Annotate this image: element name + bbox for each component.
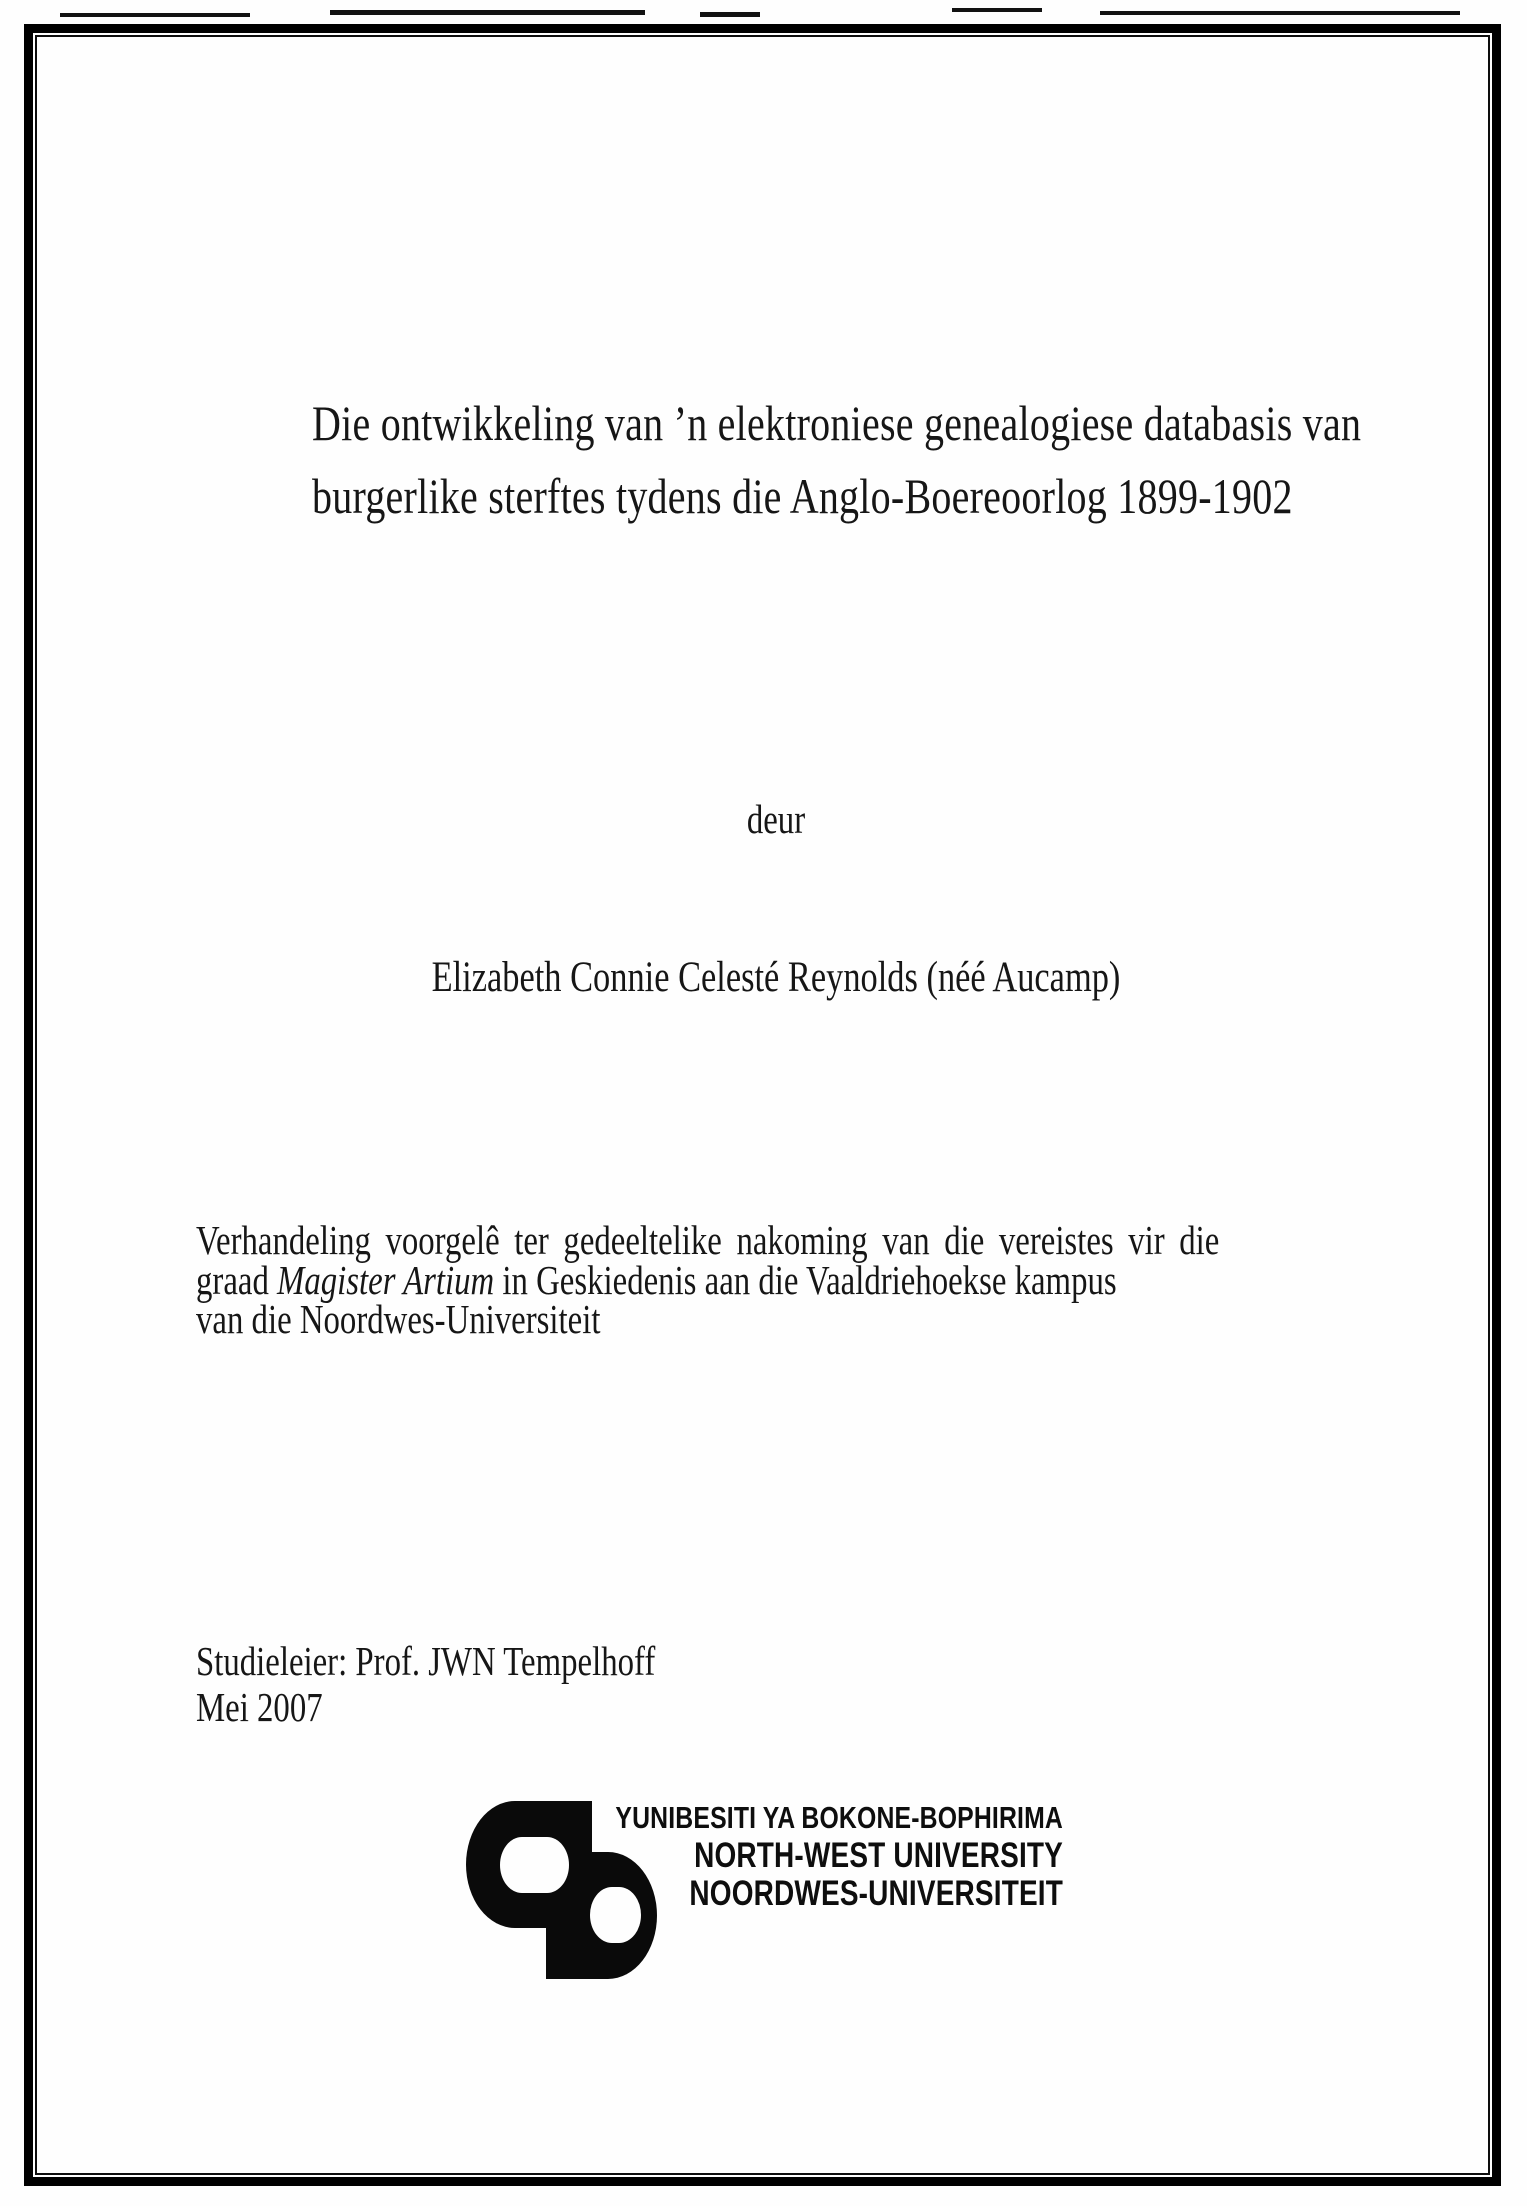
university-name-english: NORTH-WEST UNIVERSITY [694, 1836, 1063, 1875]
degree-statement-line-3: van die Noordwes-Universiteit [196, 1296, 601, 1342]
degree-statement-text-1: Verhandeling voorgelê ter gedeeltelike nakoming van die vereistes vir die [196, 1217, 1220, 1263]
supervisor-block [196, 1638, 1124, 1730]
author-name: Elizabeth Connie Celesté Reynolds (néé Aucamp) [431, 954, 1121, 1001]
degree-statement-text-2b: in Geskiedenis aan die Vaaldriehoekse kampus [494, 1256, 1117, 1303]
degree-statement-text-2a: graad [196, 1256, 278, 1303]
degree-statement-line-2 [196, 1256, 1124, 1303]
scan-artifact-dash [700, 12, 760, 17]
byline: deur [746, 796, 806, 842]
university-name-afrikaans: NOORDWES-UNIVERSITEIT [689, 1874, 1063, 1913]
thesis-title-line-1: Die ontwikkeling van ’n elektroniese genealogiese databasis van [312, 395, 1362, 451]
university-wordmark [551, 1799, 1063, 1913]
scan-artifact-dash [330, 10, 645, 15]
thesis-title [312, 387, 1362, 533]
scan-artifact-dash [1100, 11, 1460, 15]
degree-name-italic: Magister Artium [277, 1256, 495, 1303]
scan-artifact-dash [60, 13, 250, 17]
degree-statement [196, 1217, 1220, 1342]
supervisor-line: Studieleier: Prof. JWN Tempelhoff [196, 1638, 656, 1684]
university-name-setswana: YUNIBESITI YA BOKONE-BOPHIRIMA [615, 1800, 1063, 1835]
thesis-title-line-2: burgerlike sterftes tydens die Anglo-Boereoorlog 1899-1902 [312, 468, 1293, 524]
degree-statement-line-1 [196, 1217, 1220, 1263]
date-line: Mei 2007 [196, 1684, 323, 1730]
scan-artifact-dash [952, 8, 1042, 12]
